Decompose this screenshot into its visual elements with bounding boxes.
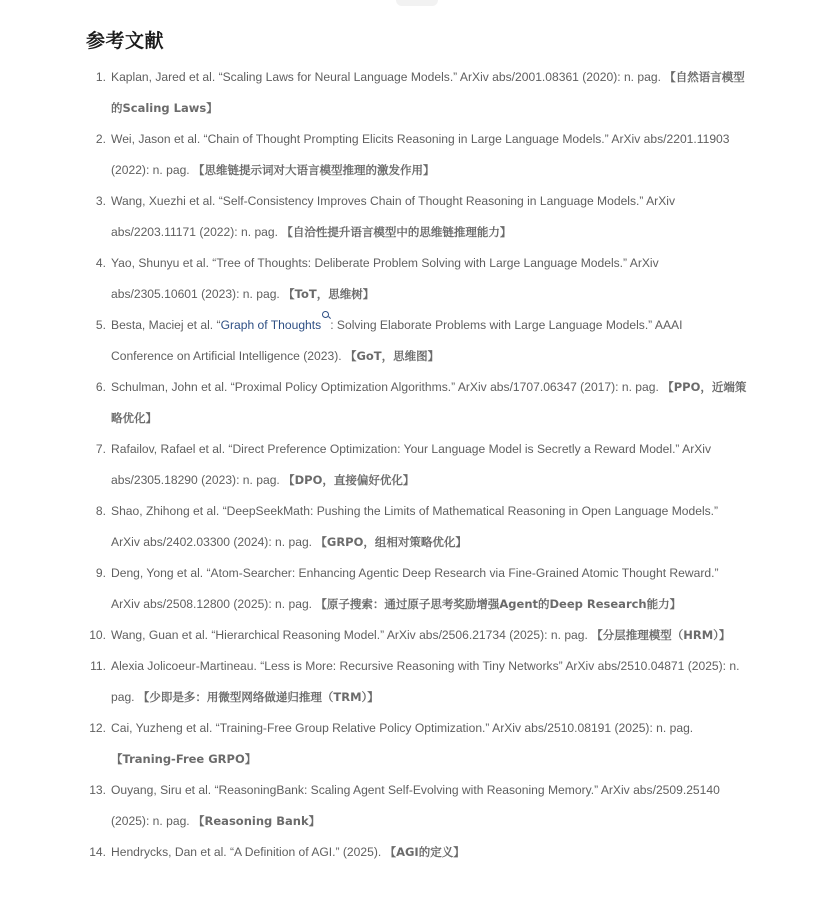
reference-note: 【Reasoning Bank】 [193,814,321,828]
reference-number: 4. [95,256,106,270]
reference-note: 【分层推理模型（HRM）】 [591,628,731,642]
reference-item [86,124,748,186]
reference-item [86,496,748,558]
reference-text: Ouyang, Siru et al. “ReasoningBank: Scaling Agent Self-Evolving with Reasoning Memory.” ArXiv abs/2509.25140 (2025): n. pag. [111,783,720,828]
reference-note: 【GoT，思维图】 [344,349,440,363]
reference-text-end: : Solving Elaborate Problems with Large Language Models.” AAAI Conference on Artificial Intelligence (2023). [111,318,683,363]
reference-text: Cai, Yuzheng et al. “Training-Free Group Relative Policy Optimization.” ArXiv abs/2510.08191 (2025): n. pag. [111,721,694,735]
reference-text: Schulman, John et al. “Proximal Policy Optimization Algorithms.” ArXiv abs/1707.06347 (2017): n. pag. [111,380,663,394]
reference-note: 【少即是多：用微型网络做递归推理（TRM）】 [137,690,379,704]
reference-note: 【PPO，近端策略优化】 [111,380,747,425]
reference-note: 【ToT，思维树】 [283,287,375,301]
reference-text: Wang, Xuezhi et al. “Self-Consistency Improves Chain of Thought Reasoning in Language Models.” ArXiv abs/2203.11171 (2022): n. pag. [111,194,676,239]
reference-item [86,620,748,651]
reference-number: 12. [89,721,106,735]
reference-text: Rafailov, Rafael et al. “Direct Preference Optimization: Your Language Model is Secretly a Reward Model.” ArXiv abs/2305.18290 (2023): n. pag. [111,442,712,487]
reference-item [86,372,748,434]
references-heading: 参考文献 [86,30,165,52]
reference-number: 7. [95,442,106,456]
reference-text-start: Besta, Maciej et al. “ [111,318,221,332]
reference-note: 【自然语言模型的Scaling Laws】 [111,70,745,115]
reference-item [86,558,748,620]
reference-note: 【AGI的定义】 [384,845,465,859]
reference-number: 6. [95,380,106,394]
reference-item [86,310,748,372]
reference-note: 【Traning-Free GRPO】 [111,752,257,766]
reference-number: 1. [95,70,106,84]
reference-item [86,62,748,124]
reference-text: Deng, Yong et al. “Atom-Searcher: Enhancing Agentic Deep Research via Fine-Grained Atomic Thought Reward.” ArXiv abs/2508.12800 (2025): n. pag. [111,566,719,611]
reference-text: Wang, Guan et al. “Hierarchical Reasoning Model.” ArXiv abs/2506.21734 (2025): n. pag. [111,628,592,642]
reference-number: 10. [89,628,106,642]
reference-item [86,434,748,496]
reference-number: 9. [95,566,106,580]
reference-note: 【DPO，直接偏好优化】 [283,473,415,487]
reference-number: 3. [95,194,106,208]
reference-item [86,837,748,868]
reference-number: 13. [89,783,106,797]
reference-number: 8. [95,504,106,518]
reference-number: 5. [95,318,106,332]
graph-of-thoughts-link[interactable]: Graph of Thoughts [220,318,322,332]
reference-note: 【思维链提示词对大语言模型推理的激发作用】 [193,163,435,177]
reference-number: 14. [89,845,106,859]
reference-note: 【原子搜索：通过原子思考奖励增强Agent的Deep Research能力】 [315,597,682,611]
reference-note: 【GRPO，组相对策略优化】 [315,535,467,549]
reference-text: Shao, Zhihong et al. “DeepSeekMath: Pushing the Limits of Mathematical Reasoning in Open Language Models.” ArXiv abs/2402.03300 (2024): n. pag. [111,504,719,549]
reference-number: 2. [95,132,106,146]
reference-item [86,775,748,837]
top-decoration [396,0,438,6]
reference-list [86,62,748,868]
reference-item [86,713,748,775]
search-icon[interactable] [322,311,330,323]
reference-text: Yao, Shunyu et al. “Tree of Thoughts: Deliberate Problem Solving with Large Language Models.” ArXiv abs/2305.10601 (2023): n. pag. [111,256,659,301]
reference-text: Hendrycks, Dan et al. “A Definition of AGI.” (2025). [111,845,385,859]
reference-number: 11. [90,659,106,673]
reference-text: Kaplan, Jared et al. “Scaling Laws for Neural Language Models.” ArXiv abs/2001.08361 (2020): n. pag. [111,70,665,84]
reference-text: Wei, Jason et al. “Chain of Thought Prompting Elicits Reasoning in Large Language Models.” ArXiv abs/2201.11903 (2022): n. pag. [111,132,730,177]
reference-item [86,186,748,248]
reference-item [86,248,748,310]
reference-item [86,651,748,713]
reference-text: Alexia Jolicoeur-Martineau. “Less is More: Recursive Reasoning with Tiny Networks” ArXiv abs/2510.04871 (2025): n. pag. [111,659,740,704]
reference-note: 【自洽性提升语言模型中的思维链推理能力】 [281,225,512,239]
